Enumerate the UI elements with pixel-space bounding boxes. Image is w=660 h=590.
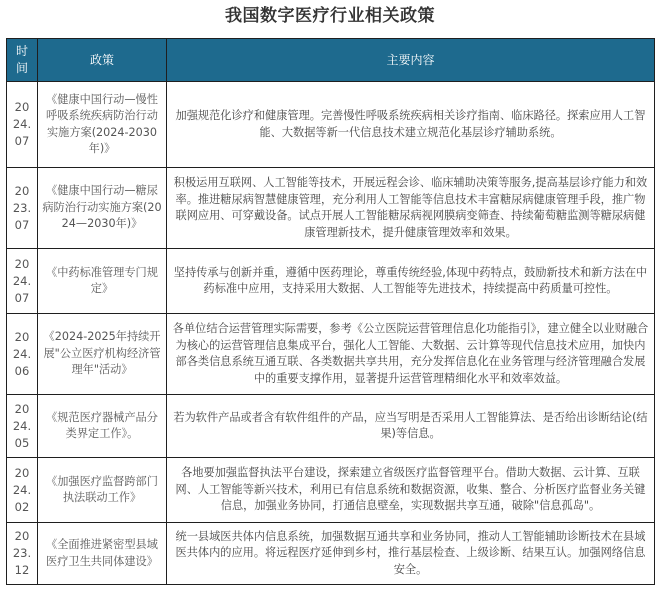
column-header-time: 时间 xyxy=(7,39,38,82)
content-cell: 加强规范化诊疗和健康管理。完善慢性呼吸系统疾病相关诊疗指南、临床路径。探索应用人工智能、大数据等新一代信息技术建立规范化基层诊疗辅助系统。 xyxy=(167,82,655,168)
time-part: 20 xyxy=(14,401,30,416)
time-part: 24. xyxy=(12,117,32,131)
table-row xyxy=(7,395,655,458)
table-row xyxy=(7,168,655,249)
time-part: 24. xyxy=(12,273,32,288)
time-part: 20 xyxy=(14,465,30,480)
policy-cell: 《健康中国行动—慢性呼吸系统疾病防治行动实施方案(2024-2030年)》 xyxy=(38,82,167,168)
content-cell: 各单位结合运营管理实际需要，参考《公立医院运营管理信息化功能指引》，建立健全以业财融合为核心的运营管理信息集成平台，强化人工智能、大数据、云计算等现代信息技术应用，加快内部各类信息系统互通互联、各类数据共享共用，充分发挥信息化在业务管理与经济管理融合发展中的重要支撑作用，显著提升运营管理精细化水平和效率效益。 xyxy=(167,314,655,395)
content-cell: 若为软件产品或者含有软件组件的产品，应当写明是否采用人工智能算法、是否给出诊断结论(结果)等信息。 xyxy=(167,395,655,458)
table-row xyxy=(7,82,655,168)
time-part: 24. xyxy=(12,346,32,361)
time-cell xyxy=(7,168,38,249)
content-cell: 积极运用互联网、人工智能等技术，开展远程会诊、临床辅助决策等服务,提高基层诊疗能力和效率。推进糖尿病智慧健康管理，充分利用人工智能等信息技术丰富糖尿病健康管理手段，推广物联网应用、可穿戴设备。试点开展人工智能糖尿病视网膜病变筛查、持续葡萄糖监测等糖尿病健康管理新技术，提升健康管理效率和效果。 xyxy=(167,168,655,249)
time-cell xyxy=(7,314,38,395)
time-part: 06 xyxy=(14,363,30,378)
time-part: 24. xyxy=(12,482,32,497)
time-cell xyxy=(7,82,38,168)
time-part: 07 xyxy=(14,134,30,148)
table-row xyxy=(7,458,655,523)
content-cell: 各地要加强监督执法平台建设，探索建立省级医疗监督管理平台。借助大数据、云计算、互联网、人工智能等新兴技术，利用已有信息系统和数据资源，收集、整合、分析医疗监督业务关键信息，加强业务协同，打通信息壁垒，实现数据共享互通，破除"信息孤岛"。 xyxy=(167,458,655,523)
policy-cell: 《中药标准管理专门规定》 xyxy=(38,249,167,314)
policy-cell: 《加强医疗监督跨部门执法联动工作》 xyxy=(38,458,167,523)
time-part: 07 xyxy=(14,217,30,232)
column-header-policy: 政策 xyxy=(38,39,167,82)
time-part: 07 xyxy=(14,290,30,305)
time-part: 20 xyxy=(14,329,30,344)
table-row xyxy=(7,523,655,585)
time-part: 20 xyxy=(14,183,30,198)
time-cell xyxy=(7,395,38,458)
content-cell: 坚持传承与创新并重，遵循中医药理论，尊重传统经验,体现中药特点，鼓励新技术和新方法在中药标准中应用，支持采用大数据、人工智能等先进技术，持续提高中药质量可控性。 xyxy=(167,249,655,314)
table-header-row xyxy=(7,39,655,82)
policy-cell: 《健康中国行动—糖尿病防治行动实施方案(2024—2030年)》 xyxy=(38,168,167,249)
policy-cell: 《全面推进紧密型县域医疗卫生共同体建设》 xyxy=(38,523,167,585)
column-header-content: 主要内容 xyxy=(167,39,655,82)
time-part: 23. xyxy=(12,546,32,560)
time-part: 05 xyxy=(14,435,30,450)
time-part: 23. xyxy=(12,200,32,215)
table-row xyxy=(7,249,655,314)
time-part: 20 xyxy=(14,256,30,271)
time-part: 20 xyxy=(14,100,30,114)
content-cell: 统一县域医共体内信息系统，加强数据互通共享和业务协同，推动人工智能辅助诊断技术在县域医共体内的应用。将远程医疗延伸到乡村，推行基层检查、上级诊断、结果互认。加强网络信息安全。 xyxy=(167,523,655,585)
policy-table xyxy=(6,38,655,585)
time-cell xyxy=(7,458,38,523)
time-cell xyxy=(7,249,38,314)
policy-cell: 《规范医疗器械产品分类界定工作》。 xyxy=(38,395,167,458)
policy-cell: 《2024-2025年持续开展"公立医疗机构经济管理年"活动》 xyxy=(38,314,167,395)
table-row xyxy=(7,314,655,395)
time-cell xyxy=(7,523,38,585)
time-part: 12 xyxy=(14,563,30,577)
time-part: 20 xyxy=(14,529,30,543)
time-part: 02 xyxy=(14,499,30,514)
time-part: 24. xyxy=(12,418,32,433)
page-title: 我国数字医疗行业相关政策 xyxy=(225,6,435,26)
